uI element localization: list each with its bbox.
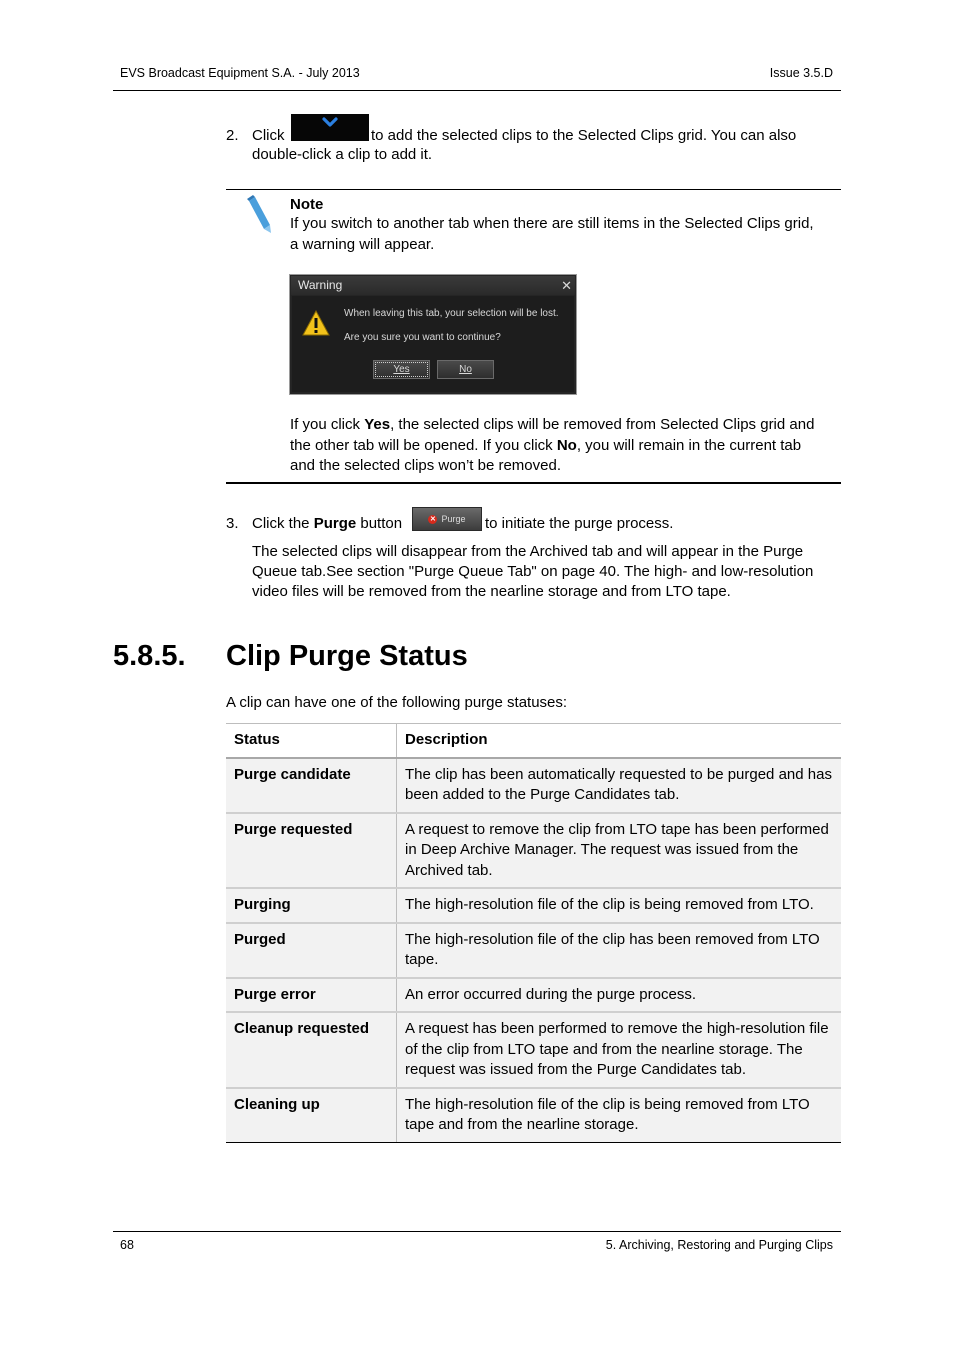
note-after-line2: the other tab will be opened. If you click No, you will remain in the current tab — [290, 437, 802, 454]
table-row — [226, 758, 841, 813]
step2-text: to add the selected clips to the Selected Clips grid. You can also — [371, 127, 797, 144]
column-header-description: Description — [397, 724, 842, 758]
description-cell: The clip has been automatically requested to be purged and has been added to the Purge Candidates tab. — [397, 758, 842, 813]
note-after-line3: and the selected clips won’t be removed. — [290, 457, 561, 474]
step2-text-line2: double-click a clip to add it. — [252, 146, 433, 163]
status-cell: Cleaning up — [226, 1088, 397, 1143]
description-cell: An error occurred during the purge process. — [397, 978, 842, 1013]
warning-triangle-icon — [302, 310, 330, 340]
table-row — [226, 813, 841, 889]
purge-button[interactable] — [412, 507, 482, 531]
dialog-titlebar — [291, 276, 575, 295]
status-cell: Purging — [226, 888, 397, 923]
yes-button[interactable]: Yes — [373, 360, 430, 379]
no-button[interactable]: No — [437, 360, 494, 379]
header-rule — [113, 90, 841, 91]
table-row — [226, 923, 841, 978]
description-cell: The high-resolution file of the clip has been removed from LTO tape. — [397, 923, 842, 978]
status-cell: Purge candidate — [226, 758, 397, 813]
note-after-line1: If you click Yes, the selected clips will be removed from Selected Clips grid and — [290, 416, 815, 433]
section-intro: A clip can have one of the following purge statuses: — [226, 694, 568, 711]
status-cell: Purge requested — [226, 813, 397, 889]
step3-para-line2: Queue tab.See section "Purge Queue Tab" on page 40. The high- and low-resolution — [252, 563, 814, 580]
step3-para-line3: video files will be removed from the nearline storage and from LTO tape. — [252, 583, 731, 600]
note-title: Note — [290, 196, 324, 213]
status-cell: Cleanup requested — [226, 1012, 397, 1088]
footer-rule — [113, 1231, 841, 1232]
add-selected-button[interactable] — [291, 114, 369, 141]
dialog-message-line2: Are you sure you want to continue? — [344, 332, 501, 343]
note-bottom-rule — [226, 482, 841, 484]
step3-para-line1: The selected clips will disappear from the Archived tab and will appear in the Purge — [252, 543, 804, 560]
dialog-title: Warning — [298, 278, 343, 292]
note-text-line2: a warning will appear. — [290, 236, 435, 253]
table-row — [226, 1088, 841, 1143]
header-left: EVS Broadcast Equipment S.A. - July 2013 — [120, 66, 360, 80]
step2-click: Click — [252, 127, 285, 144]
status-cell: Purged — [226, 923, 397, 978]
description-cell: The high-resolution file of the clip is being removed from LTO tape and from the nearline storage. — [397, 1088, 842, 1143]
step2-number: 2. — [226, 127, 239, 144]
step3-text-end: to initiate the purge process. — [485, 515, 674, 532]
page-number: 68 — [120, 1238, 134, 1252]
step3-number: 3. — [226, 515, 239, 532]
section-title: Clip Purge Status — [226, 640, 468, 672]
purge-x-icon: ✕ — [430, 515, 436, 523]
description-cell: A request to remove the clip from LTO tape has been performed in Deep Archive Manager. The request was issued from the Archived tab. — [397, 813, 842, 889]
note-text-line1: If you switch to another tab when there are still items in the Selected Clips grid, — [290, 215, 814, 232]
header-right: Issue 3.5.D — [769, 66, 833, 80]
column-header-status: Status — [226, 724, 397, 758]
dialog-message-line1: When leaving this tab, your selection will be lost. — [344, 308, 559, 319]
chapter-title: 5. Archiving, Restoring and Purging Clips — [605, 1238, 833, 1252]
pencil-icon — [243, 195, 273, 239]
purge-button-label: Purge — [441, 514, 466, 524]
status-cell: Purge error — [226, 978, 397, 1013]
purge-status-table — [226, 723, 841, 1143]
description-cell: A request has been performed to remove the high-resolution file of the clip from LTO tape and from the nearline storage. The request was issued from the Purge Candidates tab. — [397, 1012, 842, 1088]
close-icon[interactable]: ✕ — [561, 278, 572, 293]
section-number: 5.8.5. — [113, 640, 186, 672]
note-top-rule — [226, 189, 841, 190]
chevron-down-icon — [320, 114, 340, 130]
description-cell: The high-resolution file of the clip is being removed from LTO. — [397, 888, 842, 923]
table-row — [226, 1012, 841, 1088]
warning-dialog — [289, 274, 577, 395]
step3-text: Click the Purge button — [252, 515, 403, 532]
table-header-row — [226, 724, 841, 758]
table-row — [226, 978, 841, 1013]
table-row — [226, 888, 841, 923]
